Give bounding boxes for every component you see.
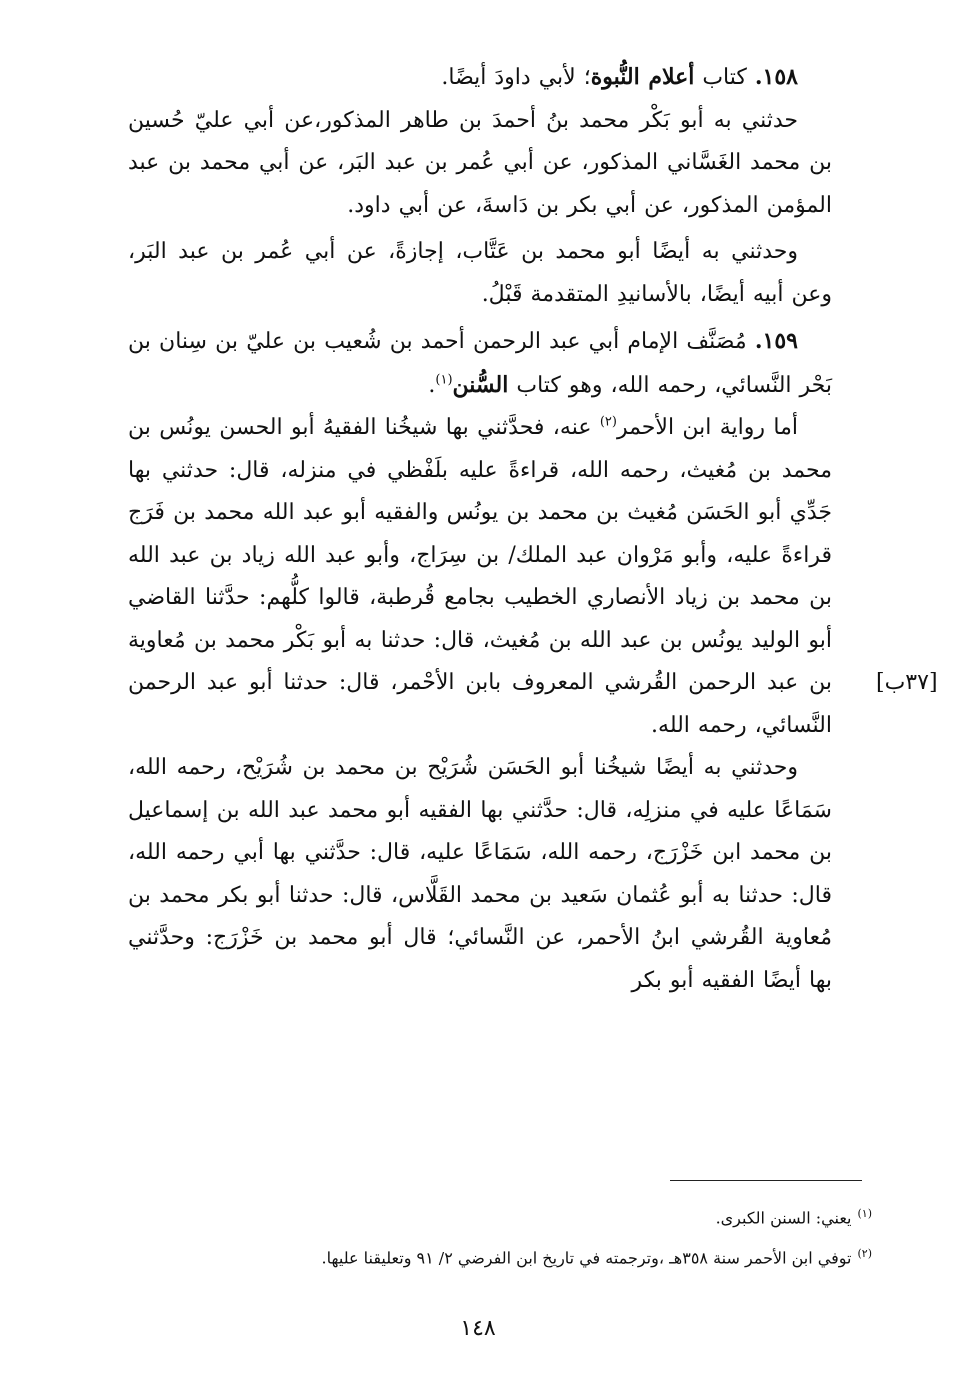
footnote-mark: (٢) xyxy=(857,1247,872,1261)
entry-159-heading xyxy=(128,320,832,407)
entry-title-bold: السُّنن xyxy=(452,371,509,398)
entry-title-bold: أعلام النُّبوة xyxy=(590,64,695,90)
footnote-ref: (٢) xyxy=(599,414,617,430)
footnote xyxy=(160,1236,872,1276)
footnotes xyxy=(160,1196,872,1277)
footnote xyxy=(160,1196,872,1236)
entry-number: ١٥٨. xyxy=(754,64,798,90)
paragraph-text: عنه، فحدَّثني بها شيخُنا الفقيهُ أبو الحسن يونُس بن محمد بن مُغيث، رحمه الله، قراءةً عليه بلَفْظي في منزله، قال: حدثني بها جَدِّي أبو الحَسَن مُغيث بن محمد بن يونُس والفقيه أبو عبد الله محمد بن فَرَج قراءةً عليه، وأبو مَرْوان عبد الملك/ بن سِرَاج، وأبو عبد الله زياد بن عبد الله بن محمد بن زياد الأنصاري الخطيب بجامع قُرطبة، قالوا كلُّهم: حدَّثنا القاضي أبو الوليد يونُس بن عبد الله بن مُغيث، قال: حدثنا به أبو بَكْر محمد بن مُعاوية بن عبد الرحمن القُرشي المعروف بابن الأحْمر، قال: حدثنا أبو عبد الرحمن النَّسائي، رحمه الله. xyxy=(128,415,832,738)
footnote-text: توفي ابن الأحمر سنة ٣٥٨هـ ،وترجمته في تاريخ ابن الفرضي ٢/ ٩١ وتعليقنا عليها. xyxy=(321,1248,852,1268)
paragraph: حدثني به أبو بَكْر محمد بنُ أحمدَ بن طاهر المذكور،عن أبي عليّ حُسين بن محمد الغَسَّاني المذكور، عن أبي عُمر بن عبد البَر، عن أبي محمد بن عبد المؤمن المذكور، عن أبي بكر بن دَاسةَ، عن أبي داود. xyxy=(128,107,832,218)
entry-title-suffix: ؛ لأبي داودَ أيضًا. xyxy=(441,65,591,90)
paragraph: وحدثني به أيضًا أبو محمد بن عَتَّاب، إجازةً، عن أبي عُمر بن عبد البَر، وعن أبيه أيضًا، بالأسانيدِ المتقدمة قَبْلُ. xyxy=(128,239,832,307)
footnote-divider xyxy=(670,1180,862,1181)
entry-title-suffix: . xyxy=(428,372,436,398)
footnote-text: يعني: السنن الكبرى. xyxy=(715,1208,852,1228)
main-text xyxy=(128,56,832,1002)
paragraph: وحدثني به أيضًا شيخُنا أبو الحَسَن شُرَيْح بن محمد بن شُرَيْح، رحمه الله، سَمَاعًا عليه في منزلِه، قال: حدَّثني بها الفقيه أبو محمد عبد الله بن إسماعيل بن محمد ابن خَزْرَج، رحمه الله، سَمَاعًا عليه، قال: حدَّثني بها أبي رحمه الله، قال: حدثنا به أبو عُثمان سَعيد بن محمد القَلَّاس، قال: حدثنا أبو بكر محمد بن مُعاوية القُرشي ابنُ الأحمر، عن النَّسائي؛ قال أبو محمد بن خَزْرَج: وحدَّثني بها أيضًا الفقيه أبو بكر xyxy=(128,755,832,993)
footnote-ref: (١) xyxy=(435,372,453,388)
footnote-mark: (١) xyxy=(857,1207,872,1220)
paragraph-text: أما رواية ابن الأحمر xyxy=(616,415,798,440)
entry-title-prefix: كتاب xyxy=(702,65,747,90)
paragraph xyxy=(128,407,832,747)
entry-158-heading xyxy=(128,56,832,100)
entry-title-prefix: مُصَنَّف الإمام أبي عبد الرحمن أحمد بن شُعيب بن عليّ بن سِنان بن بَحْر النَّسائي، رحمه الله، وهو كتاب xyxy=(128,329,832,398)
page-number: ١٤٨ xyxy=(460,1316,496,1341)
marginal-folio-note: [٣٧ب] xyxy=(876,670,938,695)
entry-number: ١٥٩. xyxy=(754,328,798,354)
